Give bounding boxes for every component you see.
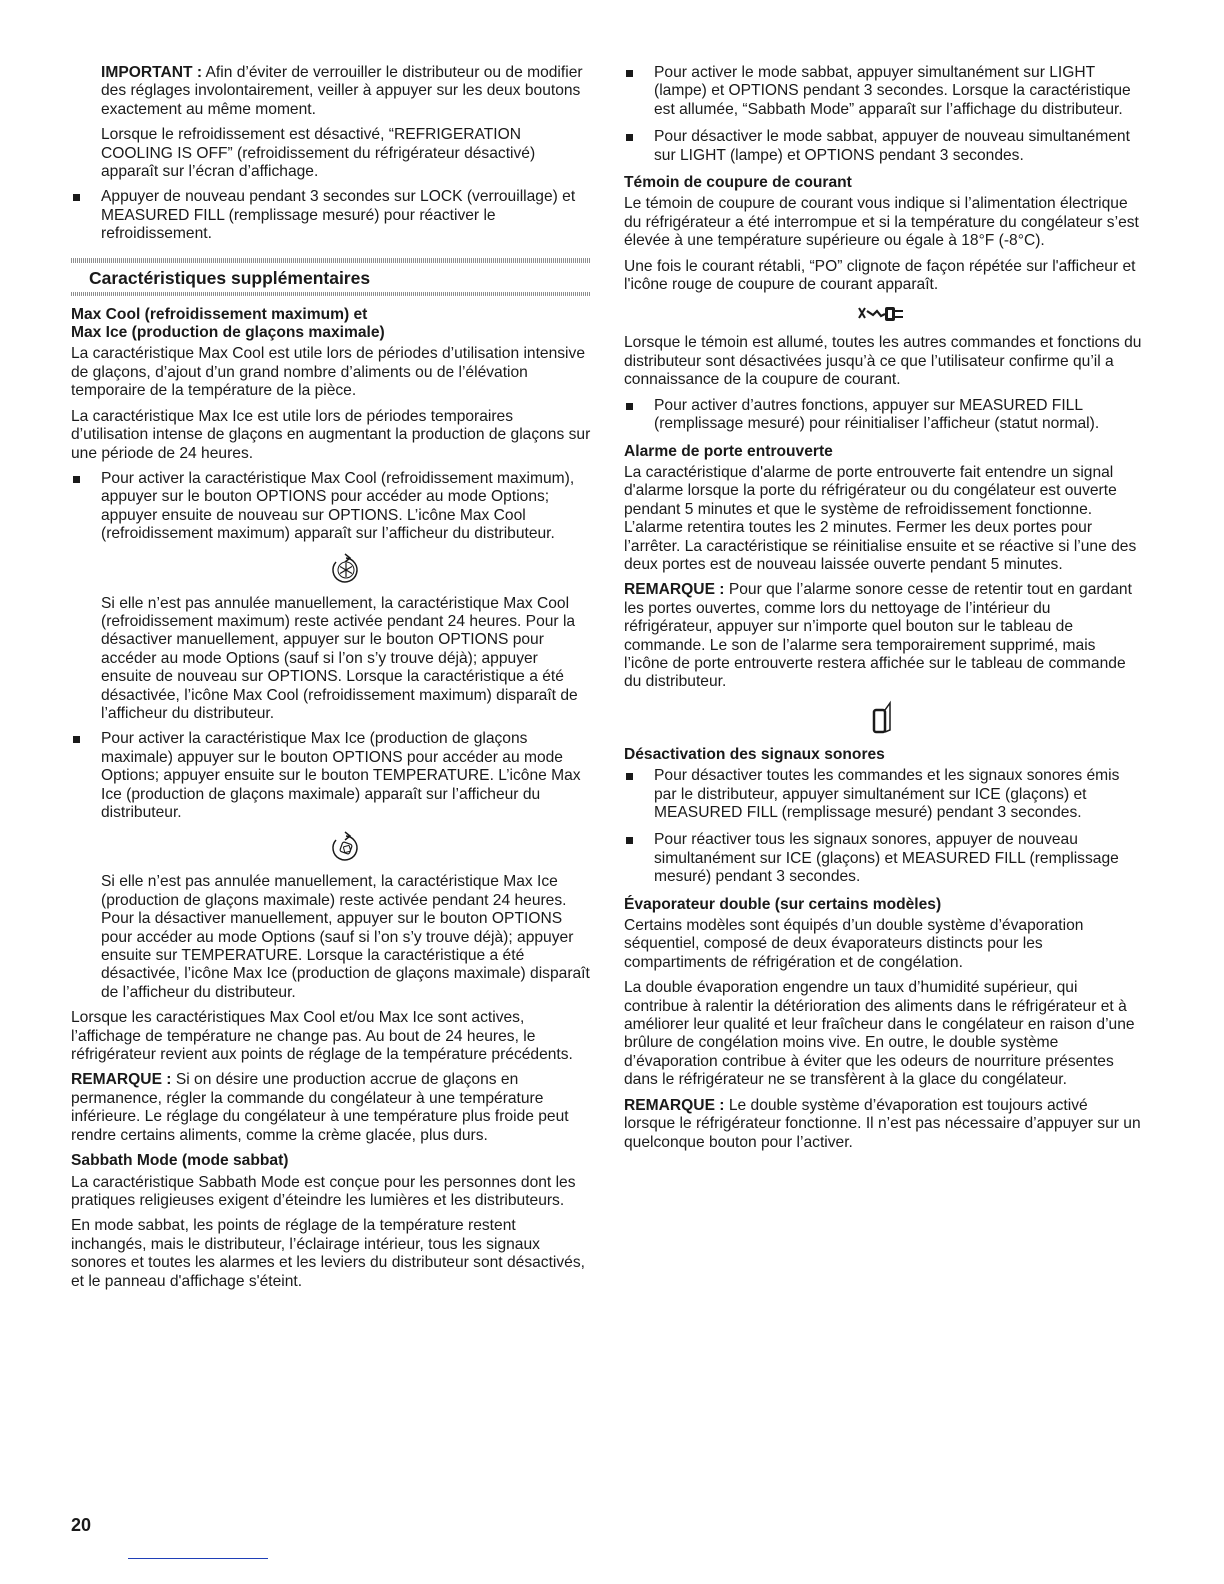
remarque-text: Si on désire une production accrue de glaçons en permanence, régler la commande du congélateur à une température inférieure. Le réglage du congélateur à une température plus froide peut rendre certains aliments, comme la crème glacée, plus durs. bbox=[71, 1071, 569, 1144]
left-column bbox=[71, 64, 591, 1298]
page-number: 20 bbox=[71, 1515, 92, 1535]
maxice-paragraph: La caractéristique Max Ice est utile lors de périodes temporaires d’utilisation intense de glaçons en augmentant la production de glaçons sur une période de 24 heures. bbox=[71, 407, 591, 462]
section-divider-bottom bbox=[71, 292, 591, 296]
evap-paragraph-1: Certains modèles sont équipés d’un double système d’évaporation séquentiel, composé de deux évaporateurs distincts pour les compartiments de réfrigération et de congélation. bbox=[624, 917, 1084, 971]
door-alarm-heading: Alarme de porte entrouverte bbox=[624, 442, 833, 460]
power-outage-heading: Témoin de coupure de courant bbox=[624, 174, 852, 192]
power-paragraph-1: Le témoin de coupure de courant vous indique si l’alimentation électrique du réfrigérateur a été interrompue et si la température du congélateur s’est élevée à une température supérieure ou égale à 18°F (-8°C). bbox=[624, 195, 1139, 250]
evap-paragraph-2: La double évaporation engendre un taux d’humidité supérieur, qui contribue à ralentir la détérioration des aliments dans le réfrigérateur et à améliorer leur qualité et leur fraîcheur dans le congélateur en raison d’une brûlure de congélation moins vive. En outre, le double système d’évaporation contribue à éviter que les odeurs de nourriture présentes dans le réfrigérateur ne se transfèrent à la glace du congélateur. bbox=[624, 979, 1135, 1089]
maxcool-paragraph: La caractéristique Max Cool est utile lors de périodes d’utilisation intensive de glaçons, d’ajout d’un grand nombre d’aliments ou de l’élévation temporaire de la température de la pièce. bbox=[71, 345, 585, 400]
footer-rule bbox=[128, 1558, 268, 1559]
power-paragraph-2: Une fois le courant rétabli, “PO” clignote de façon répétée sur l'afficheur et l'icône rouge de coupure de courant apparaît. bbox=[624, 257, 1136, 294]
maxice-cancel-paragraph: Si elle n’est pas annulée manuellement, la caractéristique Max Ice (production de glaçons maximale) reste activée pendant 24 heures. Pour la désactiver manuellement, appuyer sur le bouton OPTIONS pour accéder au mode Options (sauf si l’on s’y trouve déjà); appuyer ensuite sur TEMPERATURE. Lorsque la caractéristique a été désactivée, l’icône Max Ice (production de glaçons maximale) disparaît de l’afficheur du distributeur. bbox=[101, 873, 590, 1001]
door-remarque-paragraph bbox=[624, 581, 1142, 691]
power-outage-icon bbox=[855, 302, 911, 326]
bullet-sabbath-off: Pour désactiver le mode sabbat, appuyer de nouveau simultanément sur LIGHT (lampe) et OPTIONS pendant 3 secondes. bbox=[624, 128, 1142, 165]
maxcool-cancel-paragraph: Si elle n’est pas annulée manuellement, la caractéristique Max Cool (refroidissement maximum) reste activée pendant 24 heures. Pour la désactiver manuellement, appuyer sur le bouton OPTIONS pour accéder au mode Options (sauf si l’on s’y trouve déjà); appuyer ensuite de nouveau sur OPTIONS. Lorsque la caractéristique a été désactivée, l’icône Max Cool (refroidissement maximum) disparaît de l’afficheur du distributeur. bbox=[101, 594, 578, 722]
sabbath-heading: Sabbath Mode (mode sabbat) bbox=[71, 1152, 289, 1170]
door-ajar-icon-wrap bbox=[624, 700, 1142, 738]
bullet-sound-on: Pour réactiver tous les signaux sonores, appuyer de nouveau simultanément sur ICE (glaçons) et MEASURED FILL (remplissage mesuré) pendant 3 secondes. bbox=[624, 831, 1142, 886]
max-cool-icon-wrap bbox=[71, 553, 591, 587]
important-paragraph bbox=[101, 64, 591, 119]
remarque-label: REMARQUE : bbox=[71, 1071, 172, 1089]
important-label: IMPORTANT : bbox=[101, 64, 203, 81]
bullet-maxcool: Pour activer la caractéristique Max Cool (refroidissement maximum), appuyer sur le bouton OPTIONS pour accéder au mode Options; appuyer ensuite de nouveau sur OPTIONS. L’icône Max Cool (refroidissement maximum) apparaît sur l’afficheur du distributeur. bbox=[71, 470, 591, 544]
maxcool-heading-line1: Max Cool (refroidissement maximum) et bbox=[71, 305, 368, 323]
both-active-paragraph: Lorsque les caractéristiques Max Cool et/ou Max Ice sont actives, l’affichage de température ne change pas. Au bout de 24 heures, le réfrigérateur revient aux points de réglage de la température précédents. bbox=[71, 1009, 573, 1064]
sound-off-heading: Désactivation des signaux sonores bbox=[624, 745, 885, 763]
max-ice-icon-wrap bbox=[71, 831, 591, 865]
door-remarque-label: REMARQUE : bbox=[624, 581, 725, 599]
bullet-maxice: Pour activer la caractéristique Max Ice (production de glaçons maximale) appuyer sur le bouton OPTIONS pour accéder au mode Options; appuyer ensuite sur le bouton TEMPERATURE. L’icône Max Ice (production de glaçons maximale) apparaît sur l’afficheur du distributeur. bbox=[71, 730, 591, 822]
power-paragraph-3: Lorsque le témoin est allumé, toutes les autres commandes et fonctions du distributeur sont désactivées jusqu’à ce que l’utilisateur confirme qu’il a connaissance de la coupure de courant. bbox=[624, 334, 1142, 389]
bullet-reactivate-cooling: Appuyer de nouveau pendant 3 secondes sur LOCK (verrouillage) et MEASURED FILL (remplissage mesuré) pour réactiver le refroidissement. bbox=[71, 188, 591, 243]
power-outage-icon-wrap bbox=[624, 302, 1142, 326]
bullet-sabbath-on: Pour activer le mode sabbat, appuyer simultanément sur LIGHT (lampe) et OPTIONS pendant 3 secondes. Lorsque la caractéristique est allumée, “Sabbath Mode” apparaît sur l’affichage du distributeur. bbox=[624, 64, 1142, 119]
evap-remarque-paragraph bbox=[624, 1097, 1142, 1152]
door-remarque-text: Pour que l’alarme sonore cesse de retentir tout en gardant les portes ouvertes, comme lors du nettoyage de l’intérieur du réfrigérateur, appuyer sur n’importe quel bouton sur le tableau de commande. Le son de l’alarme sera temporairement supprimé, mais l’icône de porte entrouverte restera affichée sur le tableau de commande du distributeur. bbox=[624, 581, 1132, 691]
dual-evaporator-heading: Évaporateur double (sur certains modèles) bbox=[624, 895, 942, 913]
maxcool-heading bbox=[71, 306, 591, 343]
bullet-power-reset: Pour activer d’autres fonctions, appuyer sur MEASURED FILL (remplissage mesuré) pour réinitialiser l’afficheur (statut normal). bbox=[624, 397, 1142, 434]
sabbath-paragraph-1: La caractéristique Sabbath Mode est conçue pour les personnes dont les pratiques religieuses exigent d’éteindre les lumières et les distributeurs. bbox=[71, 1173, 576, 1209]
bullet-sound-off: Pour désactiver toutes les commandes et les signaux sonores émis par le distributeur, appuyer simultanément sur ICE (glaçons) et MEASURED FILL (remplissage mesuré) pendant 3 secondes. bbox=[624, 767, 1142, 822]
cooling-off-paragraph: Lorsque le refroidissement est désactivé, “REFRIGERATION COOLING IS OFF” (refroidissement du réfrigérateur désactivé) apparaît sur l’écran d’affichage. bbox=[101, 126, 536, 181]
maxcool-heading-line2: Max Ice (production de glaçons maximale) bbox=[71, 324, 385, 342]
sabbath-paragraph-2: En mode sabbat, les points de réglage de la température restent inchangés, mais le distributeur, l’éclairage intérieur, tous les signaux sonores et toutes les alarmes et les leviers du distributeur sont désactivés, et le panneau d'affichage s'éteint. bbox=[71, 1217, 585, 1290]
door-ajar-icon bbox=[868, 700, 898, 738]
max-cool-icon bbox=[329, 553, 363, 587]
evap-remarque-text: Le double système d’évaporation est toujours activé lorsque le réfrigérateur fonctionne. Il n’est pas nécessaire d’appuyer sur un quelconque bouton pour l’activer. bbox=[624, 1096, 1141, 1151]
door-alarm-paragraph: La caractéristique d'alarme de porte entrouverte fait entendre un signal d'alarme lorsque la porte du réfrigérateur ou du congélateur est ouverte pendant 5 minutes et que le système de refroidissement fonctionne. L’alarme retentira toutes les 2 minutes. Fermer les deux portes pour l’arrêter. La caractéristique se réinitialise ensuite et se réactive si l’une des deux portes est de nouveau laissée ouverte pendant 5 minutes. bbox=[624, 463, 1137, 573]
max-ice-icon bbox=[329, 831, 363, 865]
section-title: Caractéristiques supplémentaires bbox=[89, 267, 371, 288]
evap-remarque-label: REMARQUE : bbox=[624, 1096, 725, 1114]
section-divider-top bbox=[71, 258, 591, 263]
right-column bbox=[624, 64, 1142, 1159]
remarque-paragraph bbox=[71, 1071, 591, 1145]
important-text: Afin d’éviter de verrouiller le distributeur ou de modifier des réglages involontairement, veiller à appuyer sur les deux boutons exactement au même moment. bbox=[101, 64, 583, 118]
